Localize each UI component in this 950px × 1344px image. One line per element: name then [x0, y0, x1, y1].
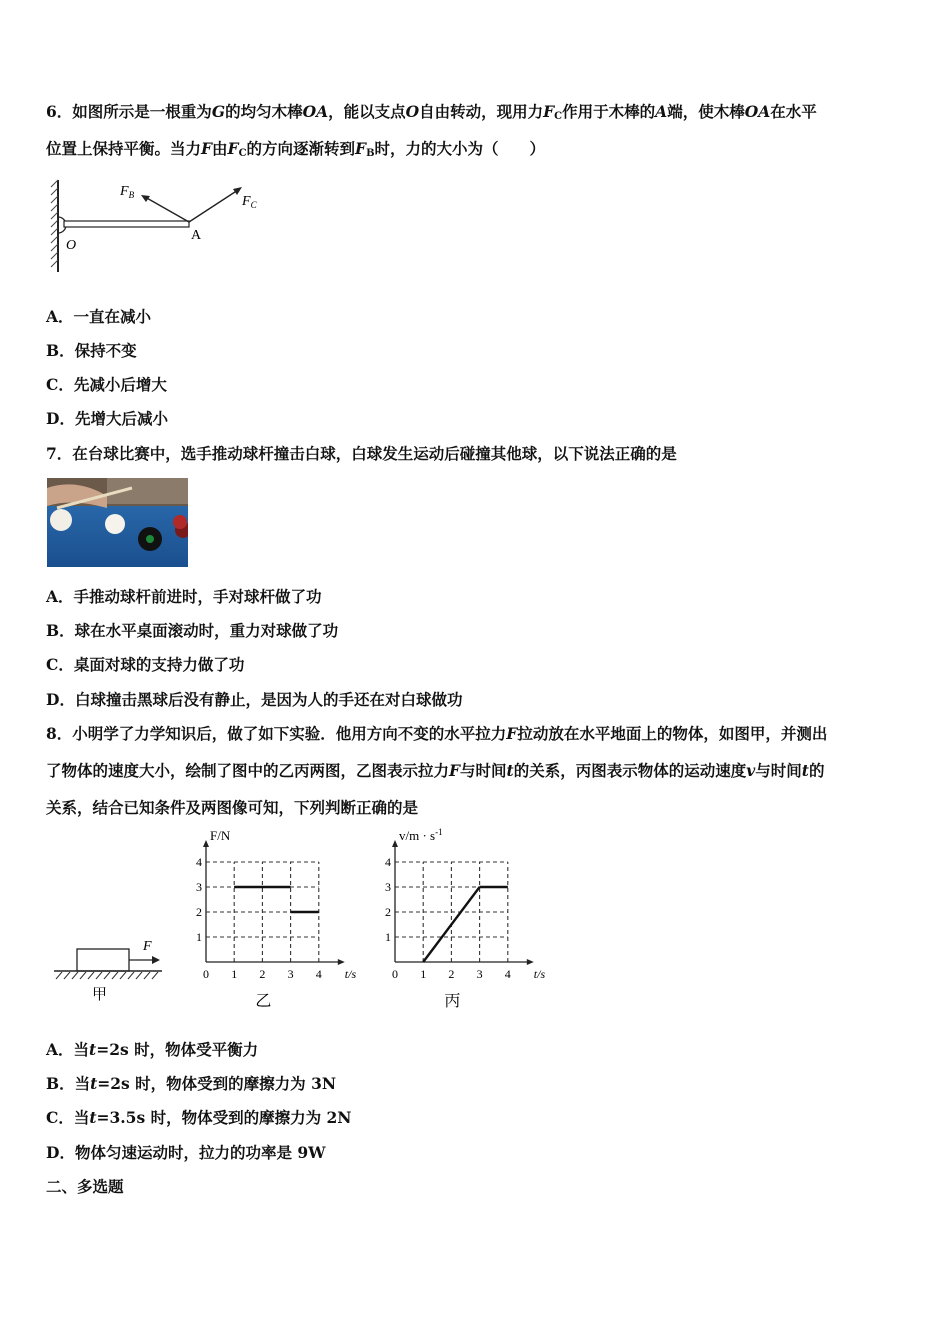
x-tick-label: 1 — [231, 967, 238, 981]
q6-option-b[interactable]: B．保持不变 — [46, 341, 137, 360]
q6-option-c[interactable]: C．先减小后增大 — [46, 375, 167, 394]
q7-option-c[interactable]: C．桌面对球的支持力做了功 — [46, 655, 245, 674]
y-tick-label: 1 — [385, 930, 391, 944]
y-axis-label-sup: -1 — [435, 827, 443, 837]
q8-line1: 8．小明学了力学知识后，做了如下实验．他用方向不变的水平拉力F拉动放在水平地面上的物体，如图甲，并测出 — [46, 724, 828, 743]
x-tick-label: 4 — [504, 967, 511, 981]
q8-option-d[interactable]: D．物体匀速运动时，拉力的功率是 9W — [46, 1143, 326, 1162]
label-f-jia: F — [143, 939, 152, 954]
x-tick-label: 2 — [448, 967, 455, 981]
q7-option-a[interactable]: A．手推动球杆前进时，手对球杆做了功 — [46, 587, 322, 606]
x-tick-label: 0 — [203, 967, 209, 981]
x-axis-label: t/s — [533, 967, 546, 981]
q6-line1: 6．如图所示是一根重为G的均匀木棒OA，能以支点O自由转动，现用力$F_C$作用于木棒的A端，使木棒OA在水平 — [46, 102, 817, 122]
section-heading: 二、多选题 — [46, 1177, 124, 1196]
chart-caption: 丙 — [444, 993, 461, 1010]
q8-option-a[interactable]: A．当t=2s 时，物体受平衡力 — [46, 1040, 259, 1059]
chart-caption: 乙 — [255, 993, 272, 1010]
y-tick-label: 4 — [385, 855, 391, 869]
q6-option-a[interactable]: A．一直在减小 — [46, 307, 152, 326]
y-tick-label: 3 — [385, 880, 391, 894]
q7-option-d[interactable]: D．白球撞击黑球后没有静止，是因为人的手还在对白球做功 — [46, 690, 463, 709]
caption-jia: 甲 — [92, 987, 108, 1003]
x-tick-label: 4 — [315, 967, 322, 981]
y-tick-label: 1 — [196, 930, 202, 944]
y-axis-label: F/N — [210, 828, 231, 843]
q6-option-d[interactable]: D．先增大后减小 — [46, 409, 168, 428]
x-tick-label: 1 — [420, 967, 427, 981]
x-axis-arrow — [527, 959, 534, 965]
q8-option-b[interactable]: B．当t=2s 时，物体受到的摩擦力为 3N — [46, 1074, 337, 1093]
x-axis-label: t/s — [344, 967, 357, 981]
label-a: A — [191, 228, 202, 243]
label-fc: $F_C$ — [242, 194, 257, 210]
y-tick-label: 2 — [385, 905, 391, 919]
x-tick-label: 2 — [259, 967, 266, 981]
q8-line2: 了物体的速度大小，绘制了图中的乙丙两图，乙图表示拉力F与时间t的关系，丙图表示物体的运动速度v与时间t的 — [46, 761, 825, 780]
q7-question: 7．在台球比赛中，选手推动球杆撞击白球，白球发生运动后碰撞其他球，以下说法正确的是 — [46, 444, 677, 463]
q8-line3: 关系，结合已知条件及两图像可知，下列判断正确的是 — [46, 798, 419, 817]
q7-option-b[interactable]: B．球在水平桌面滚动时，重力对球做了功 — [46, 621, 339, 640]
q6-line2: 位置上保持平衡。当力F由$F_C$的方向逐渐转到$F_B$时，力的大小为（ ） — [46, 139, 546, 159]
y-axis-arrow — [392, 840, 398, 847]
label-o: O — [66, 238, 77, 253]
label-fb: $F_B$ — [120, 184, 135, 200]
q8-option-c[interactable]: C．当t=3.5s 时，物体受到的摩擦力为 2N — [46, 1108, 352, 1127]
y-axis-label: $v/m \cdot s^{-1}$ — [399, 827, 443, 843]
y-tick-label: 4 — [196, 855, 202, 869]
x-tick-label: 3 — [287, 967, 294, 981]
y-tick-label: 2 — [196, 905, 202, 919]
x-tick-label: 0 — [392, 967, 398, 981]
y-tick-label: 3 — [196, 880, 202, 894]
x-tick-label: 3 — [476, 967, 483, 981]
